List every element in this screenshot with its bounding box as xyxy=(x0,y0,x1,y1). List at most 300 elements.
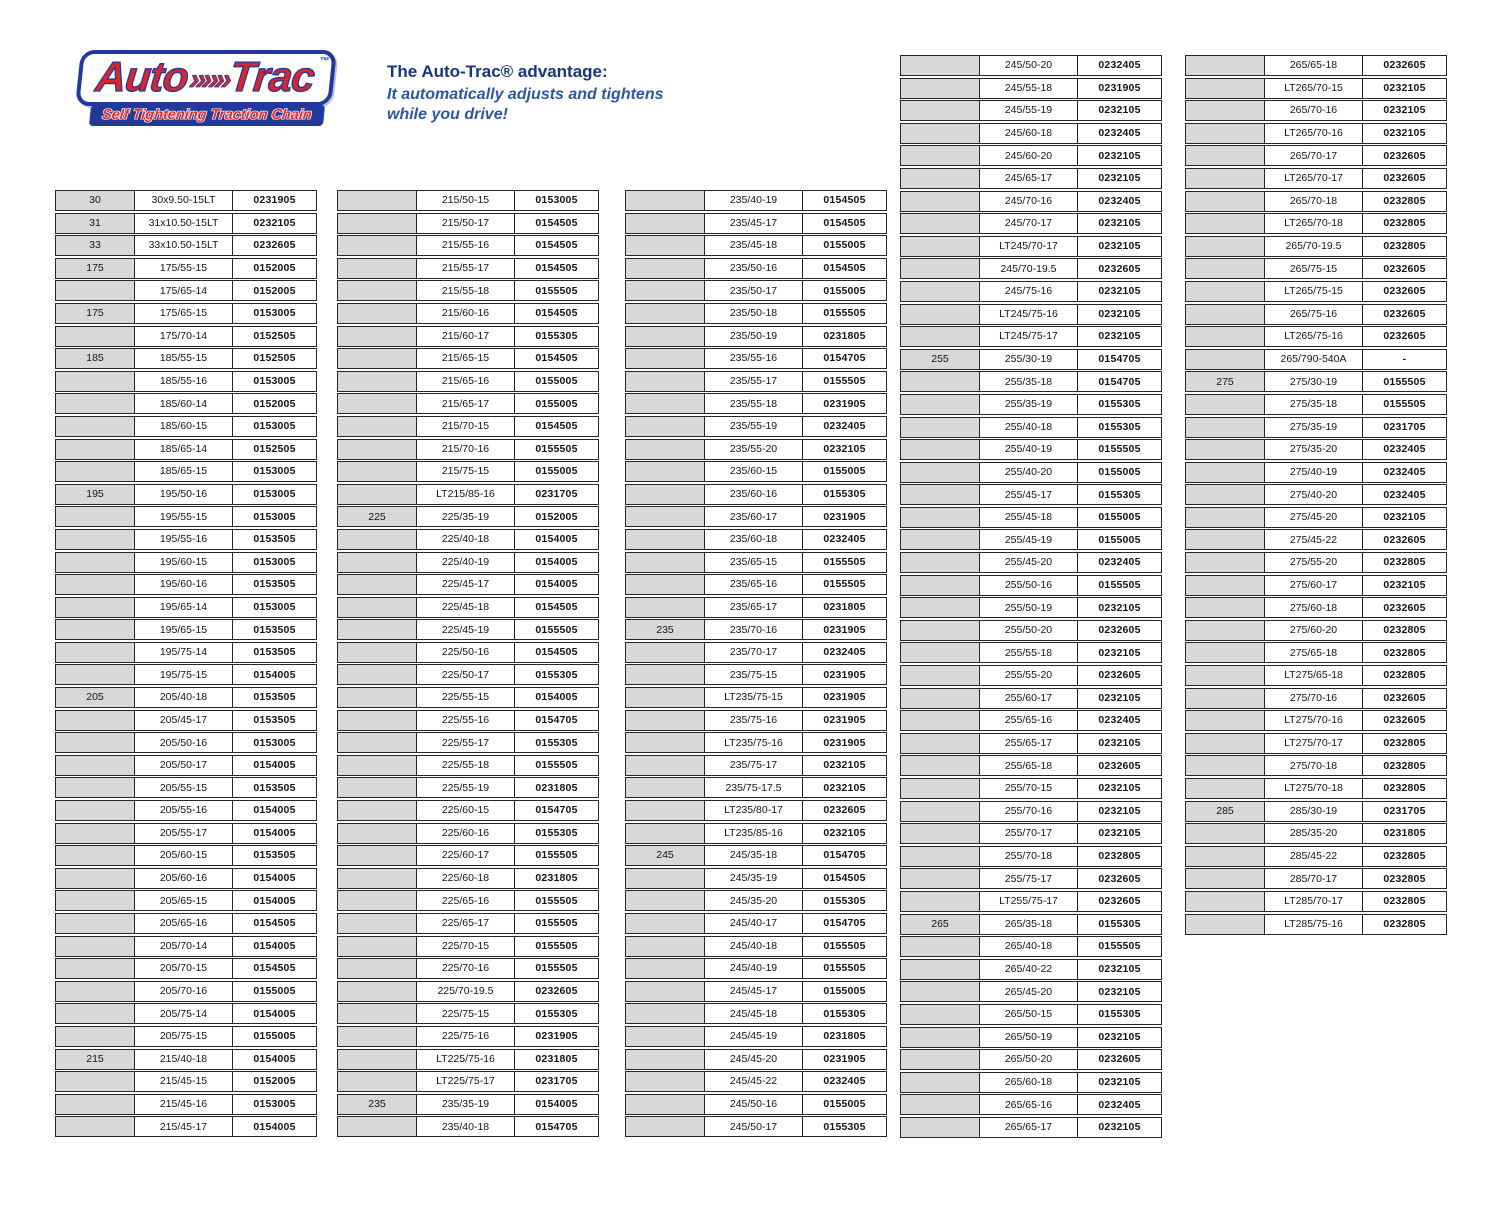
table-row xyxy=(337,597,599,618)
tire-width-group-cell xyxy=(337,732,417,753)
tire-size-cell: 235/70-16 xyxy=(704,619,803,640)
part-number-cell: 0232605 xyxy=(1362,145,1447,166)
tire-width-group-cell xyxy=(55,1071,135,1092)
tire-size-cell: LT265/75-16 xyxy=(1264,326,1363,347)
table-row xyxy=(625,484,887,505)
tire-size-cell: LT215/85-16 xyxy=(416,484,515,505)
tire-width-group-cell xyxy=(1185,914,1265,935)
table-row xyxy=(1185,168,1447,189)
tire-size-cell: 245/45-22 xyxy=(704,1071,803,1092)
table-row xyxy=(337,958,599,979)
tire-size-cell: LT265/75-15 xyxy=(1264,281,1363,302)
tire-width-group-cell xyxy=(1185,258,1265,279)
tire-width-group-cell xyxy=(337,439,417,460)
part-number-cell: 0231905 xyxy=(802,687,887,708)
tire-size-cell: 255/55-20 xyxy=(979,665,1078,686)
table-row xyxy=(1185,55,1447,76)
tire-width-group-cell xyxy=(625,958,705,979)
part-number-cell: 0232105 xyxy=(1077,1117,1162,1138)
trademark-symbol: ™ xyxy=(318,56,330,67)
table-row xyxy=(337,1116,599,1137)
tire-width-group-cell xyxy=(337,868,417,889)
part-number-cell: 0232805 xyxy=(1362,868,1447,889)
table-row xyxy=(337,913,599,934)
part-number-cell: 0153005 xyxy=(232,732,317,753)
table-row xyxy=(337,213,599,234)
table-row xyxy=(1185,123,1447,144)
size-chart-column-3 xyxy=(625,190,887,1139)
part-number-cell: 0232105 xyxy=(1077,1072,1162,1093)
tire-size-cell: 225/65-17 xyxy=(416,913,515,934)
tire-size-cell: 225/50-16 xyxy=(416,642,515,663)
tire-width-group-cell xyxy=(337,529,417,550)
part-number-cell: 0231905 xyxy=(802,393,887,414)
tire-size-cell: 215/55-18 xyxy=(416,280,515,301)
part-number-cell: 0153005 xyxy=(232,506,317,527)
brand-auto: Auto xyxy=(93,53,191,100)
table-row xyxy=(900,846,1162,867)
table-row xyxy=(1185,371,1447,392)
tire-width-group-cell xyxy=(900,891,980,912)
part-number-cell: 0153005 xyxy=(232,552,317,573)
tire-size-cell: 205/55-16 xyxy=(134,800,233,821)
part-number-cell: 0232805 xyxy=(1362,755,1447,776)
tire-size-cell: 255/70-18 xyxy=(979,846,1078,867)
table-row xyxy=(900,258,1162,279)
tire-width-group-cell xyxy=(625,936,705,957)
part-number-cell: 0155305 xyxy=(514,823,599,844)
tire-width-group-cell xyxy=(625,777,705,798)
tire-size-cell: 265/50-15 xyxy=(979,1004,1078,1025)
table-row xyxy=(900,145,1162,166)
tire-size-cell: 215/60-17 xyxy=(416,326,515,347)
tire-size-cell: 225/70-15 xyxy=(416,936,515,957)
tire-size-cell: 225/40-18 xyxy=(416,529,515,550)
tire-width-group-cell xyxy=(625,190,705,211)
tire-size-cell: 245/35-19 xyxy=(704,868,803,889)
table-row xyxy=(55,1003,317,1024)
tire-size-cell: 245/40-19 xyxy=(704,958,803,979)
tire-width-group-cell: 285 xyxy=(1185,801,1265,822)
tire-width-group-cell xyxy=(337,393,417,414)
part-number-cell: 0232605 xyxy=(1077,258,1162,279)
table-row xyxy=(55,732,317,753)
tire-size-cell: 245/35-20 xyxy=(704,890,803,911)
part-number-cell: 0155505 xyxy=(514,958,599,979)
tire-width-group-cell xyxy=(337,280,417,301)
table-row xyxy=(900,462,1162,483)
table-row xyxy=(625,1049,887,1070)
table-row xyxy=(625,303,887,324)
table-row xyxy=(55,348,317,369)
tire-size-cell: 185/55-16 xyxy=(134,371,233,392)
table-row xyxy=(900,55,1162,76)
tire-size-cell: 265/45-20 xyxy=(979,981,1078,1002)
tire-width-group-cell xyxy=(625,1003,705,1024)
tire-size-cell: 265/65-17 xyxy=(979,1117,1078,1138)
part-number-cell: 0155305 xyxy=(1077,484,1162,505)
part-number-cell: 0153505 xyxy=(232,619,317,640)
tire-width-group-cell: 185 xyxy=(55,348,135,369)
part-number-cell: 0154005 xyxy=(232,936,317,957)
tire-width-group-cell xyxy=(1185,168,1265,189)
tire-width-group-cell xyxy=(55,936,135,957)
table-row xyxy=(55,755,317,776)
table-row xyxy=(1185,778,1447,799)
tire-size-cell: 275/40-20 xyxy=(1264,484,1363,505)
tire-size-cell: 205/55-15 xyxy=(134,777,233,798)
part-number-cell: 0232805 xyxy=(1362,236,1447,257)
table-row xyxy=(55,529,317,550)
table-row xyxy=(625,529,887,550)
table-row xyxy=(900,823,1162,844)
tire-size-cell: 235/50-16 xyxy=(704,258,803,279)
table-row xyxy=(1185,100,1447,121)
part-number-cell: 0154005 xyxy=(232,800,317,821)
tire-size-cell: 255/65-18 xyxy=(979,755,1078,776)
part-number-cell: 0154705 xyxy=(1077,371,1162,392)
part-number-cell: 0232805 xyxy=(1077,846,1162,867)
part-number-cell: 0231805 xyxy=(514,868,599,889)
tire-size-cell: 225/60-16 xyxy=(416,823,515,844)
table-row xyxy=(55,642,317,663)
table-row xyxy=(1185,642,1447,663)
table-row xyxy=(900,552,1162,573)
tire-size-cell: 265/75-16 xyxy=(1264,304,1363,325)
tire-width-group-cell xyxy=(337,235,417,256)
part-number-cell: 0232605 xyxy=(1362,326,1447,347)
tire-width-group-cell xyxy=(337,619,417,640)
tire-width-group-cell xyxy=(1185,755,1265,776)
table-row xyxy=(900,868,1162,889)
table-row xyxy=(1185,349,1447,370)
tire-width-group-cell xyxy=(55,890,135,911)
tire-width-group-cell xyxy=(55,1003,135,1024)
part-number-cell: 0231905 xyxy=(802,710,887,731)
tire-size-cell: 195/60-15 xyxy=(134,552,233,573)
tire-size-cell: 225/45-18 xyxy=(416,597,515,618)
part-number-cell: 0155505 xyxy=(1362,371,1447,392)
part-number-cell: 0155505 xyxy=(1362,394,1447,415)
part-number-cell: 0232105 xyxy=(1362,78,1447,99)
part-number-cell: 0232105 xyxy=(1077,688,1162,709)
table-row xyxy=(1185,236,1447,257)
tire-size-cell: 215/75-15 xyxy=(416,461,515,482)
part-number-cell: 0155505 xyxy=(514,936,599,957)
tire-size-cell: LT225/75-17 xyxy=(416,1071,515,1092)
tire-width-group-cell xyxy=(337,800,417,821)
table-row xyxy=(900,168,1162,189)
tire-size-cell: 275/60-20 xyxy=(1264,620,1363,641)
tire-size-cell: 235/50-18 xyxy=(704,303,803,324)
table-row xyxy=(55,845,317,866)
part-number-cell: 0232405 xyxy=(1077,1094,1162,1115)
tire-size-cell: LT245/75-16 xyxy=(979,304,1078,325)
table-row xyxy=(1185,484,1447,505)
tire-width-group-cell xyxy=(900,552,980,573)
tire-width-group-cell xyxy=(337,574,417,595)
tire-size-cell: 255/60-17 xyxy=(979,688,1078,709)
table-row xyxy=(900,326,1162,347)
table-row xyxy=(337,303,599,324)
part-number-cell: 0232105 xyxy=(1077,597,1162,618)
part-number-cell: 0152005 xyxy=(232,280,317,301)
tire-size-cell: 215/70-16 xyxy=(416,439,515,460)
part-number-cell: 0232605 xyxy=(1077,620,1162,641)
tire-size-cell: 225/55-19 xyxy=(416,777,515,798)
tire-size-cell: 245/70-19.5 xyxy=(979,258,1078,279)
tire-width-group-cell xyxy=(55,371,135,392)
tire-size-cell: 225/75-16 xyxy=(416,1026,515,1047)
part-number-cell: 0232805 xyxy=(1362,620,1447,641)
table-row xyxy=(625,890,887,911)
table-row xyxy=(1185,665,1447,686)
tire-width-group-cell xyxy=(900,823,980,844)
tire-width-group-cell xyxy=(900,394,980,415)
table-row xyxy=(900,1094,1162,1115)
tire-width-group-cell xyxy=(1185,846,1265,867)
table-row xyxy=(337,393,599,414)
table-row xyxy=(625,687,887,708)
part-number-cell: 0232405 xyxy=(802,1071,887,1092)
tire-size-cell: 235/55-20 xyxy=(704,439,803,460)
part-number-cell: 0232805 xyxy=(1362,191,1447,212)
part-number-cell: 0231805 xyxy=(802,597,887,618)
table-row xyxy=(55,280,317,301)
table-row xyxy=(337,1071,599,1092)
advantage-line-2: while you drive! xyxy=(387,106,508,123)
tire-size-cell: LT275/70-16 xyxy=(1264,710,1363,731)
part-number-cell: 0155005 xyxy=(514,371,599,392)
part-number-cell: 0154005 xyxy=(514,687,599,708)
part-number-cell: 0231705 xyxy=(514,1071,599,1092)
tire-size-cell: 205/75-14 xyxy=(134,1003,233,1024)
tire-width-group-cell xyxy=(1185,868,1265,889)
table-row xyxy=(55,393,317,414)
table-row xyxy=(55,800,317,821)
tire-width-group-cell xyxy=(1185,281,1265,302)
tire-size-cell: 215/45-15 xyxy=(134,1071,233,1092)
table-row xyxy=(900,981,1162,1002)
table-row xyxy=(900,891,1162,912)
part-number-cell: 0154005 xyxy=(232,1003,317,1024)
part-number-cell: 0155005 xyxy=(802,280,887,301)
table-row xyxy=(1185,823,1447,844)
table-row xyxy=(900,507,1162,528)
tire-width-group-cell xyxy=(900,484,980,505)
tire-width-group-cell xyxy=(337,213,417,234)
part-number-cell: 0232105 xyxy=(1077,823,1162,844)
tire-width-group-cell xyxy=(900,1072,980,1093)
tire-width-group-cell xyxy=(900,281,980,302)
tire-width-group-cell xyxy=(337,958,417,979)
size-chart-column-4 xyxy=(900,55,1162,1140)
tire-width-group-cell: 275 xyxy=(1185,371,1265,392)
tire-size-cell: 275/55-20 xyxy=(1264,552,1363,573)
advantage-blurb xyxy=(387,62,717,125)
tire-size-cell: 175/70-14 xyxy=(134,326,233,347)
part-number-cell: 0232405 xyxy=(1362,484,1447,505)
tire-width-group-cell xyxy=(900,868,980,889)
size-chart-column-1 xyxy=(55,190,317,1139)
table-row xyxy=(625,777,887,798)
tire-width-group-cell xyxy=(1185,78,1265,99)
part-number-cell: 0232605 xyxy=(1077,665,1162,686)
tire-size-cell: 205/50-16 xyxy=(134,732,233,753)
tire-width-group-cell xyxy=(55,642,135,663)
tire-width-group-cell xyxy=(900,462,980,483)
table-row xyxy=(337,619,599,640)
tire-size-cell: 255/50-16 xyxy=(979,575,1078,596)
tire-size-cell: 275/35-18 xyxy=(1264,394,1363,415)
part-number-cell: 0155305 xyxy=(802,1116,887,1137)
tire-size-cell: LT235/85-16 xyxy=(704,823,803,844)
part-number-cell: 0153005 xyxy=(232,371,317,392)
table-row xyxy=(55,777,317,798)
tire-width-group-cell xyxy=(900,981,980,1002)
part-number-cell: 0153505 xyxy=(232,687,317,708)
tire-size-cell: 195/75-15 xyxy=(134,664,233,685)
tire-width-group-cell xyxy=(1185,597,1265,618)
part-number-cell: 0232105 xyxy=(1077,168,1162,189)
tire-width-group-cell xyxy=(625,687,705,708)
table-row xyxy=(337,461,599,482)
tire-size-cell: 235/70-17 xyxy=(704,642,803,663)
table-row xyxy=(1185,868,1447,889)
tire-size-cell: LT235/80-17 xyxy=(704,800,803,821)
part-number-cell: 0154505 xyxy=(514,416,599,437)
table-row xyxy=(625,913,887,934)
tire-size-cell: 255/70-17 xyxy=(979,823,1078,844)
part-number-cell: 0154005 xyxy=(514,574,599,595)
part-number-cell: 0231805 xyxy=(1362,823,1447,844)
part-number-cell: 0153505 xyxy=(232,642,317,663)
part-number-cell: 0232105 xyxy=(802,755,887,776)
tire-size-cell: 205/70-16 xyxy=(134,981,233,1002)
tire-width-group-cell xyxy=(55,439,135,460)
tire-size-cell: 215/45-16 xyxy=(134,1094,233,1115)
tire-width-group-cell xyxy=(625,484,705,505)
part-number-cell: 0232105 xyxy=(1362,507,1447,528)
tire-width-group-cell xyxy=(337,1071,417,1092)
part-number-cell: 0154505 xyxy=(514,642,599,663)
part-number-cell: 0154705 xyxy=(514,800,599,821)
table-row xyxy=(55,1026,317,1047)
part-number-cell: 0155005 xyxy=(514,461,599,482)
table-row xyxy=(900,688,1162,709)
tire-size-cell: 285/30-19 xyxy=(1264,801,1363,822)
part-number-cell: 0155505 xyxy=(514,619,599,640)
tire-size-cell: 245/50-17 xyxy=(704,1116,803,1137)
part-number-cell: 0155005 xyxy=(514,393,599,414)
tire-size-cell: 175/65-14 xyxy=(134,280,233,301)
tire-width-group-cell xyxy=(55,958,135,979)
tire-width-group-cell xyxy=(55,732,135,753)
part-number-cell: 0152005 xyxy=(232,1071,317,1092)
tire-size-cell: 235/40-18 xyxy=(416,1116,515,1137)
part-number-cell: 0232605 xyxy=(1362,710,1447,731)
part-number-cell: 0155505 xyxy=(514,439,599,460)
part-number-cell: 0231905 xyxy=(802,619,887,640)
tire-width-group-cell xyxy=(55,619,135,640)
tire-width-group-cell xyxy=(900,100,980,121)
tire-width-group-cell xyxy=(900,642,980,663)
tire-width-group-cell: 235 xyxy=(337,1094,417,1115)
tire-width-group-cell xyxy=(625,235,705,256)
tire-size-cell: 235/60-15 xyxy=(704,461,803,482)
table-row xyxy=(337,371,599,392)
table-row xyxy=(1185,801,1447,822)
part-number-cell: 0232105 xyxy=(232,213,317,234)
table-row xyxy=(55,213,317,234)
tire-size-cell: 265/40-22 xyxy=(979,959,1078,980)
tire-width-group-cell xyxy=(900,304,980,325)
part-number-cell: 0154005 xyxy=(232,755,317,776)
tire-width-group-cell xyxy=(1185,123,1265,144)
tire-width-group-cell xyxy=(625,913,705,934)
tire-size-cell: 245/55-19 xyxy=(979,100,1078,121)
tire-width-group-cell xyxy=(900,688,980,709)
part-number-cell: 0232605 xyxy=(1362,597,1447,618)
tire-size-cell: 255/35-18 xyxy=(979,371,1078,392)
tire-size-cell: 265/70-17 xyxy=(1264,145,1363,166)
table-row xyxy=(1185,462,1447,483)
part-number-cell: 0231705 xyxy=(1362,801,1447,822)
table-row xyxy=(900,100,1162,121)
part-number-cell: 0231905 xyxy=(802,664,887,685)
part-number-cell: 0231705 xyxy=(1362,417,1447,438)
part-number-cell: 0153005 xyxy=(232,461,317,482)
table-row xyxy=(625,280,887,301)
tire-width-group-cell xyxy=(625,710,705,731)
tire-width-group-cell xyxy=(1185,642,1265,663)
table-row xyxy=(900,733,1162,754)
tire-width-group-cell xyxy=(625,597,705,618)
tire-size-cell: 265/75-15 xyxy=(1264,258,1363,279)
part-number-cell: 0155505 xyxy=(802,958,887,979)
tire-width-group-cell xyxy=(55,552,135,573)
table-row xyxy=(900,597,1162,618)
tire-width-group-cell xyxy=(625,1071,705,1092)
table-row xyxy=(55,371,317,392)
tire-width-group-cell xyxy=(625,1026,705,1047)
part-number-cell: 0231705 xyxy=(514,484,599,505)
part-number-cell: 0154005 xyxy=(232,1116,317,1137)
tire-size-cell: 205/45-17 xyxy=(134,710,233,731)
part-number-cell: 0232405 xyxy=(1077,191,1162,212)
brand-trac: Trac xyxy=(227,53,317,100)
table-row xyxy=(900,936,1162,957)
table-row xyxy=(900,914,1162,935)
tire-size-cell: 225/55-18 xyxy=(416,755,515,776)
tire-size-cell: 215/70-15 xyxy=(416,416,515,437)
tire-size-cell: LT275/70-18 xyxy=(1264,778,1363,799)
table-row xyxy=(55,1049,317,1070)
tire-width-group-cell xyxy=(900,801,980,822)
tire-size-cell: 285/70-17 xyxy=(1264,868,1363,889)
tire-size-cell: 215/40-18 xyxy=(134,1049,233,1070)
tire-size-cell: 245/45-17 xyxy=(704,981,803,1002)
part-number-cell: 0232105 xyxy=(802,777,887,798)
tire-width-group-cell xyxy=(337,1116,417,1137)
tire-size-cell: 275/30-19 xyxy=(1264,371,1363,392)
brand-wordmark xyxy=(94,53,317,100)
part-number-cell: 0155505 xyxy=(802,936,887,957)
tire-size-cell: 245/60-20 xyxy=(979,145,1078,166)
table-row xyxy=(900,1049,1162,1070)
table-row xyxy=(900,529,1162,550)
tire-width-group-cell xyxy=(1185,575,1265,596)
